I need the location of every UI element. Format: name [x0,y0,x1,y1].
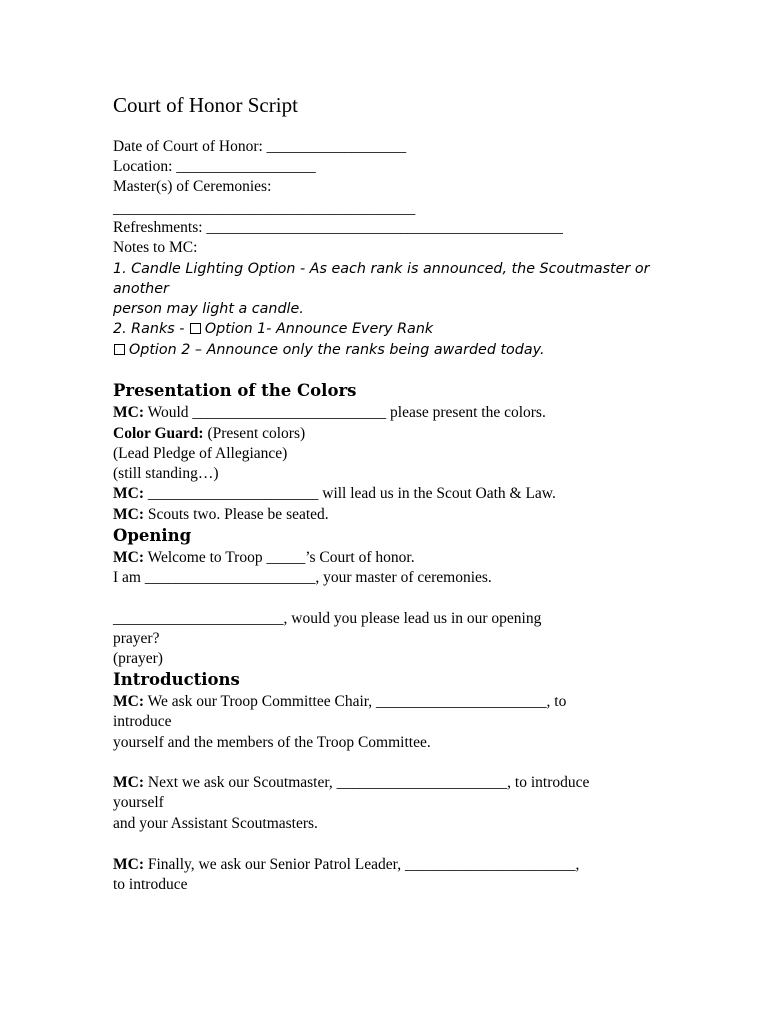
mc-label: MC: [113,404,144,421]
colors-line-3-text: Scouts two. Please be seated. [144,506,329,523]
masters-label: Master(s) of Ceremonies: [113,178,272,195]
colors-line-1 [113,403,546,423]
color-guard-text: (Present colors) [203,425,306,442]
scoutmaster-line-2: yourself [113,794,164,811]
mc-label: MC: [113,549,144,566]
ranks-prefix: 2. Ranks - [113,321,185,337]
prayer-line-3: (prayer) [113,650,163,667]
notes-label: Notes to MC: [113,239,198,256]
candle-note-line-1: 1. Candle Lighting Option - As each rank is announced, the Scoutmaster or [113,261,650,277]
scoutmaster-line-3: and your Assistant Scoutmasters. [113,815,318,832]
chair-line-2: introduce [113,713,172,730]
prayer-line-1: ______________________, would you please lead us in our opening [113,610,542,627]
mc-label: MC: [113,506,144,523]
prayer-line-2: prayer? [113,630,160,647]
ranks-option-1: Option 1- Announce Every Rank [204,321,434,337]
scoutmaster-line-1 [113,773,589,793]
mc-label: MC: [113,693,144,710]
spl-line-1 [113,855,579,875]
mc-label: MC: [113,856,144,873]
ranks-note-line [113,319,433,339]
masters-blank: _______________________________________ [113,200,416,217]
mc-label: MC: [113,485,144,502]
page-title: Court of Honor Script [113,93,298,117]
chair-line-1-text: We ask our Troop Committee Chair, ______________________, to [144,693,567,710]
colors-line-3 [113,505,329,525]
refreshments-field: Refreshments: ______________________________________________ [113,219,563,236]
colors-line-1-text: Would _________________________ please present the colors. [144,404,546,421]
candle-note-line-3: person may light a candle. [113,301,304,317]
spl-line-1-text: Finally, we ask our Senior Patrol Leader, ______________________, [144,856,580,873]
ranks-option-2: Option 2 – Announce only the ranks being awarded today. [129,342,545,358]
spl-line-2: to introduce [113,876,188,893]
colors-line-2-text: ______________________ will lead us in the Scout Oath & Law. [144,485,556,502]
opening-heading: Opening [113,526,192,545]
opening-welcome-text: Welcome to Troop _____’s Court of honor. [144,549,415,566]
opening-i-am: I am ______________________, your master of ceremonies. [113,569,492,586]
mc-label: MC: [113,774,144,791]
option2-checkbox [114,344,125,355]
colors-line-2 [113,484,556,504]
chair-line-3: yourself and the members of the Troop Committee. [113,734,431,751]
location-field: Location: __________________ [113,158,316,175]
colors-heading: Presentation of the Colors [113,381,357,400]
date-field: Date of Court of Honor: __________________ [113,138,407,155]
candle-note-line-2: another [113,281,169,297]
standing-line: (still standing…) [113,465,219,482]
scoutmaster-line-1-text: Next we ask our Scoutmaster, ______________________, to introduce [144,774,590,791]
ranks-option-2-line [113,340,545,360]
option1-checkbox [190,323,201,334]
chair-line-1 [113,692,566,712]
pledge-line: (Lead Pledge of Allegiance) [113,445,288,462]
opening-welcome [113,548,415,568]
color-guard-line [113,424,305,444]
color-guard-label: Color Guard: [113,425,204,442]
introductions-heading: Introductions [113,670,240,689]
